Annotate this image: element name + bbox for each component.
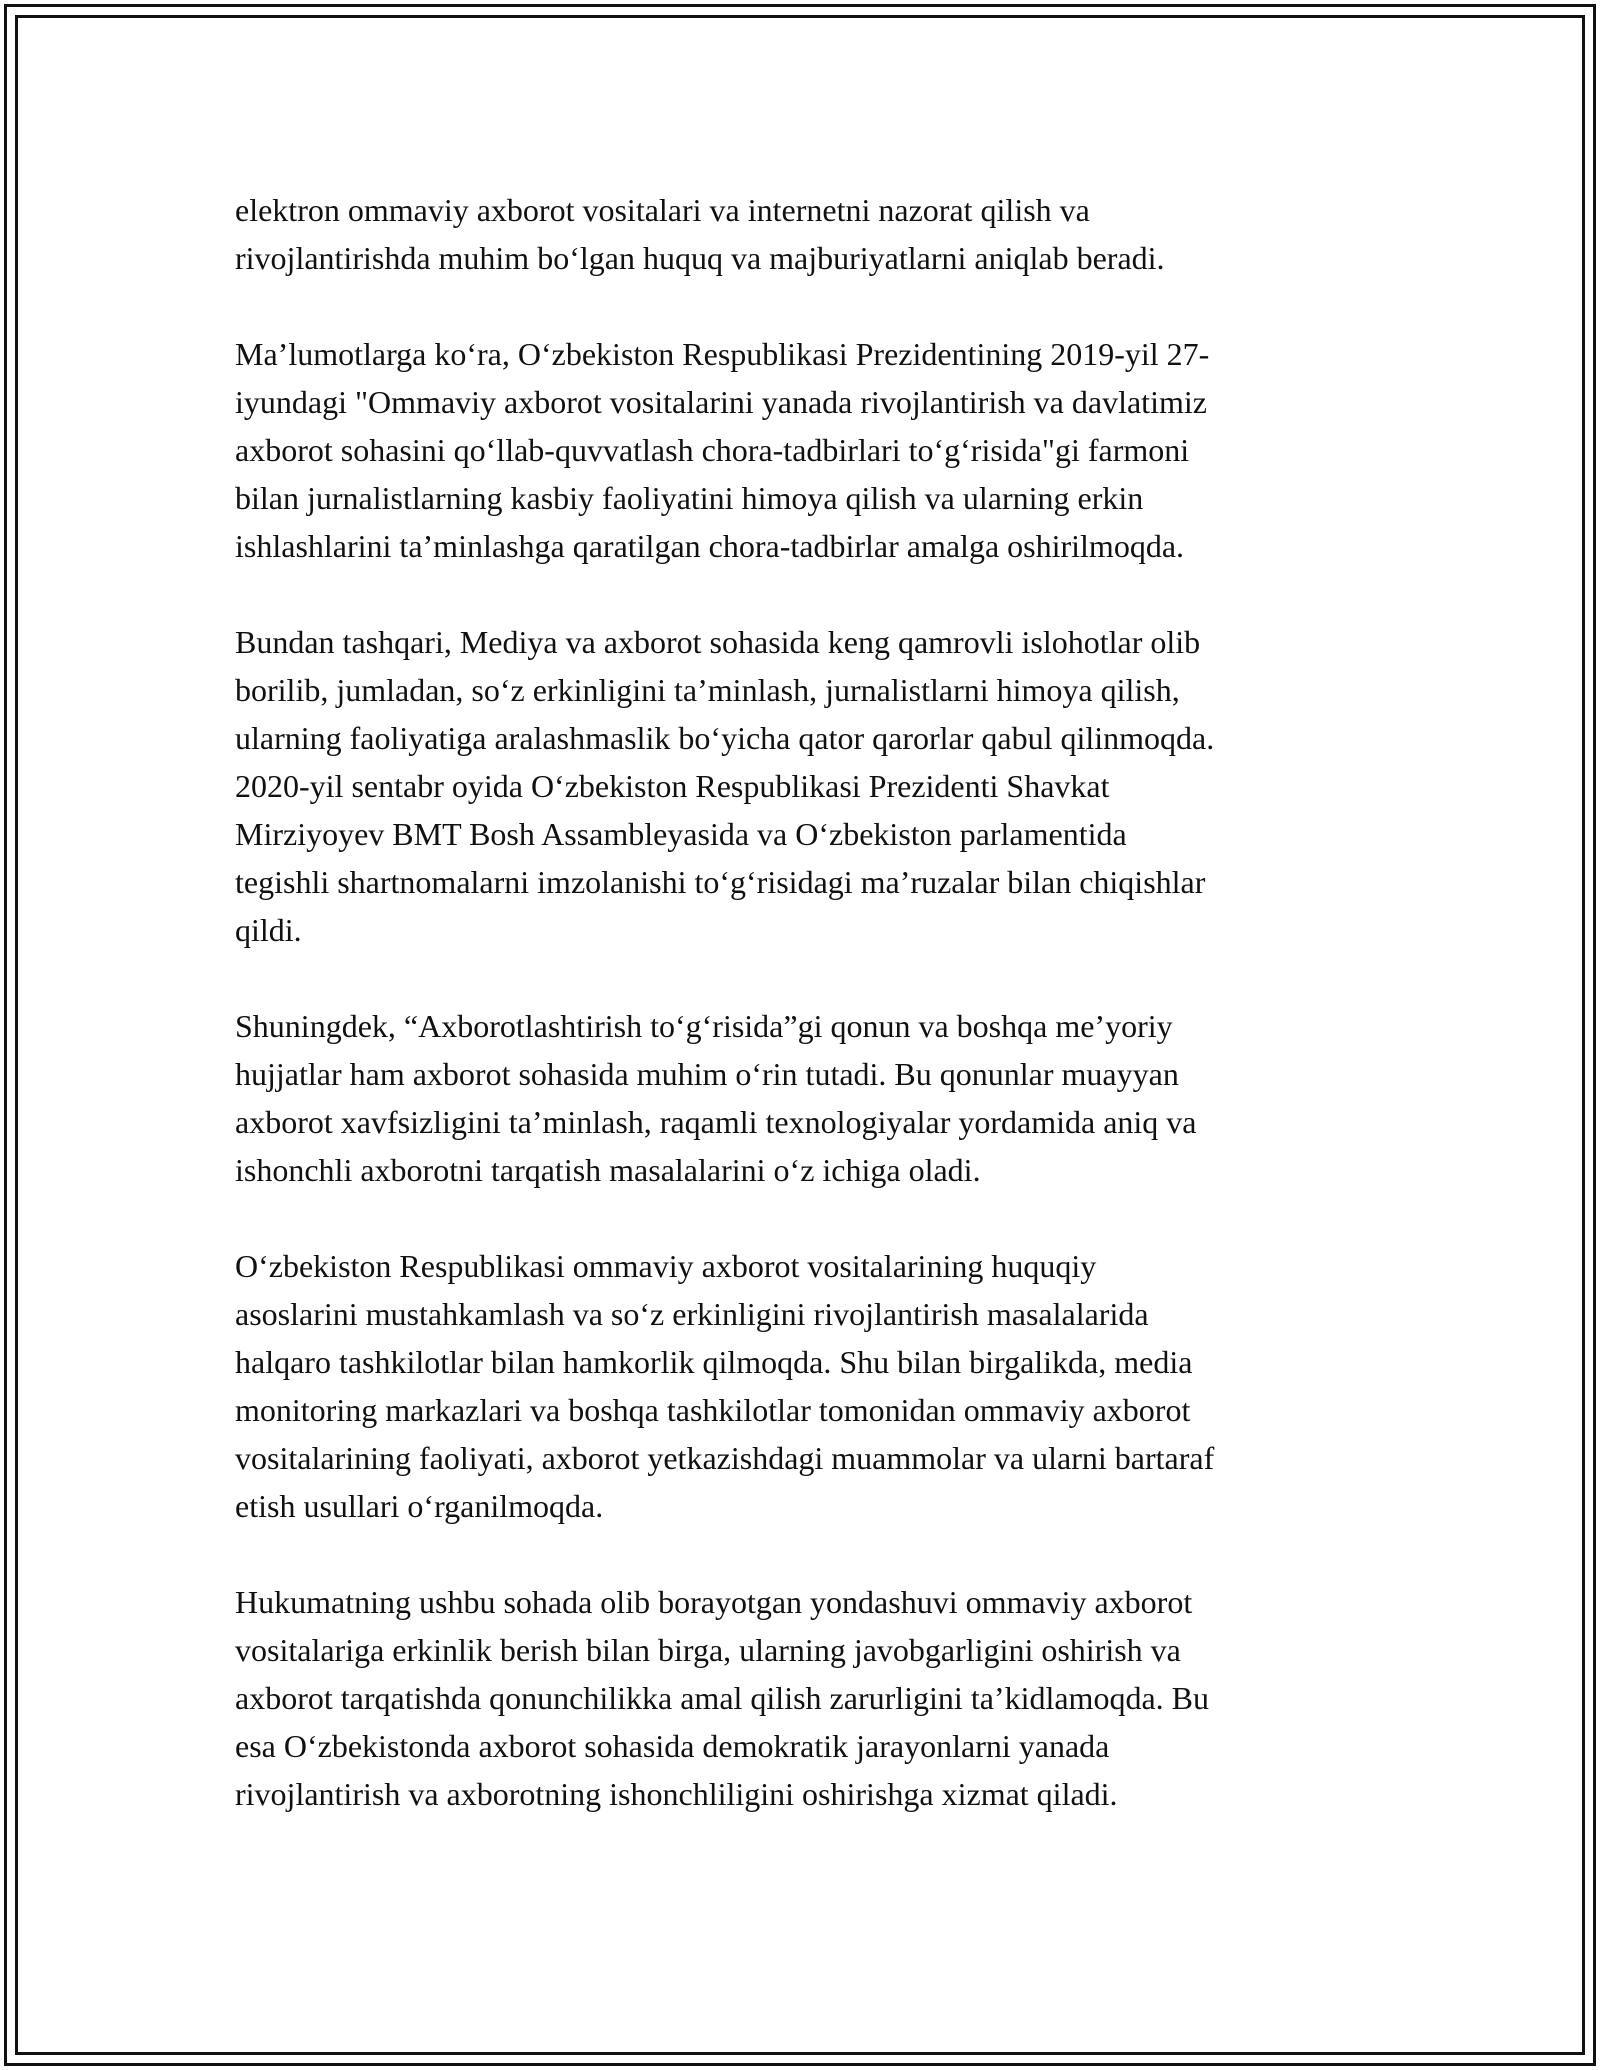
paragraph: Shuningdek, “Axborotlashtirish to‘g‘risida”gi qonun va boshqa me’yoriy hujjatlar ham axborot sohasida muhim o‘rin tutadi. Bu qonunlar muayyan axborot xavfsizligini ta’minlash, raqamli texnologiyalar yordamida aniq va ishonchli axborotni tarqatish masalalarini o‘z ichiga oladi. xyxy=(235,1008,1197,1188)
document-body xyxy=(235,186,1365,1866)
paragraph: O‘zbekiston Respublikasi ommaviy axborot vositalarining huquqiy asoslarini mustahkamlash va so‘z erkinligini rivojlantirish masalalarida halqaro tashkilotlar bilan hamkorlik qilmoqda. Shu bilan birgalikda, media monitoring markazlari va boshqa tashkilotlar tomonidan ommaviy axborot vositalarining faoliyati, axborot yetkazishdagi muammolar va ularni bartaraf etish usullari o‘rganilmoqda. xyxy=(235,1248,1215,1524)
paragraph: Bundan tashqari, Mediya va axborot sohasida keng qamrovli islohotlar olib borilib, jumladan, so‘z erkinligini ta’minlash, jurnalistlarni himoya qilish, ularning faoliyatiga aralashmaslik bo‘yicha qator qarorlar qabul qilinmoqda. 2020-yil sentabr oyida O‘zbekiston Respublikasi Prezidenti Shavkat Mirziyoyev BMT Bosh Assambleyasida va O‘zbekiston parlamentida tegishli shartnomalarni imzolanishi to‘g‘risidagi ma’ruzalar bilan chiqishlar qildi. xyxy=(235,624,1215,948)
paragraph: Hukumatning ushbu sohada olib borayotgan yondashuvi ommaviy axborot vositalariga erkinlik berish bilan birga, ularning javobgarligini oshirish va axborot tarqatishda qonunchilikka amal qilish zarurligini ta’kidlamoqda. Bu esa O‘zbekistonda axborot sohasida demokratik jarayonlarni yanada rivojlantirish va axborotning ishonchliligini oshirishga xizmat qiladi. xyxy=(235,1584,1209,1812)
paragraph: Ma’lumotlarga ko‘ra, O‘zbekiston Respublikasi Prezidentining 2019-yil 27- iyundagi "Ommaviy axborot vositalarini yanada rivojlantirish va davlatimiz axborot sohasini qo‘llab-quvvatlash chora-tadbirlari to‘g‘risida"gi farmoni bilan jurnalistlarning kasbiy faoliyatini himoya qilish va ularning erkin ishlashlarini ta’minlashga qaratilgan chora-tadbirlar amalga oshirilmoqda. xyxy=(235,336,1210,564)
paragraph: elektron ommaviy axborot vositalari va internetni nazorat qilish va rivojlantirishda muhim bo‘lgan huquq va majburiyatlarni aniqlab beradi. xyxy=(235,192,1165,276)
